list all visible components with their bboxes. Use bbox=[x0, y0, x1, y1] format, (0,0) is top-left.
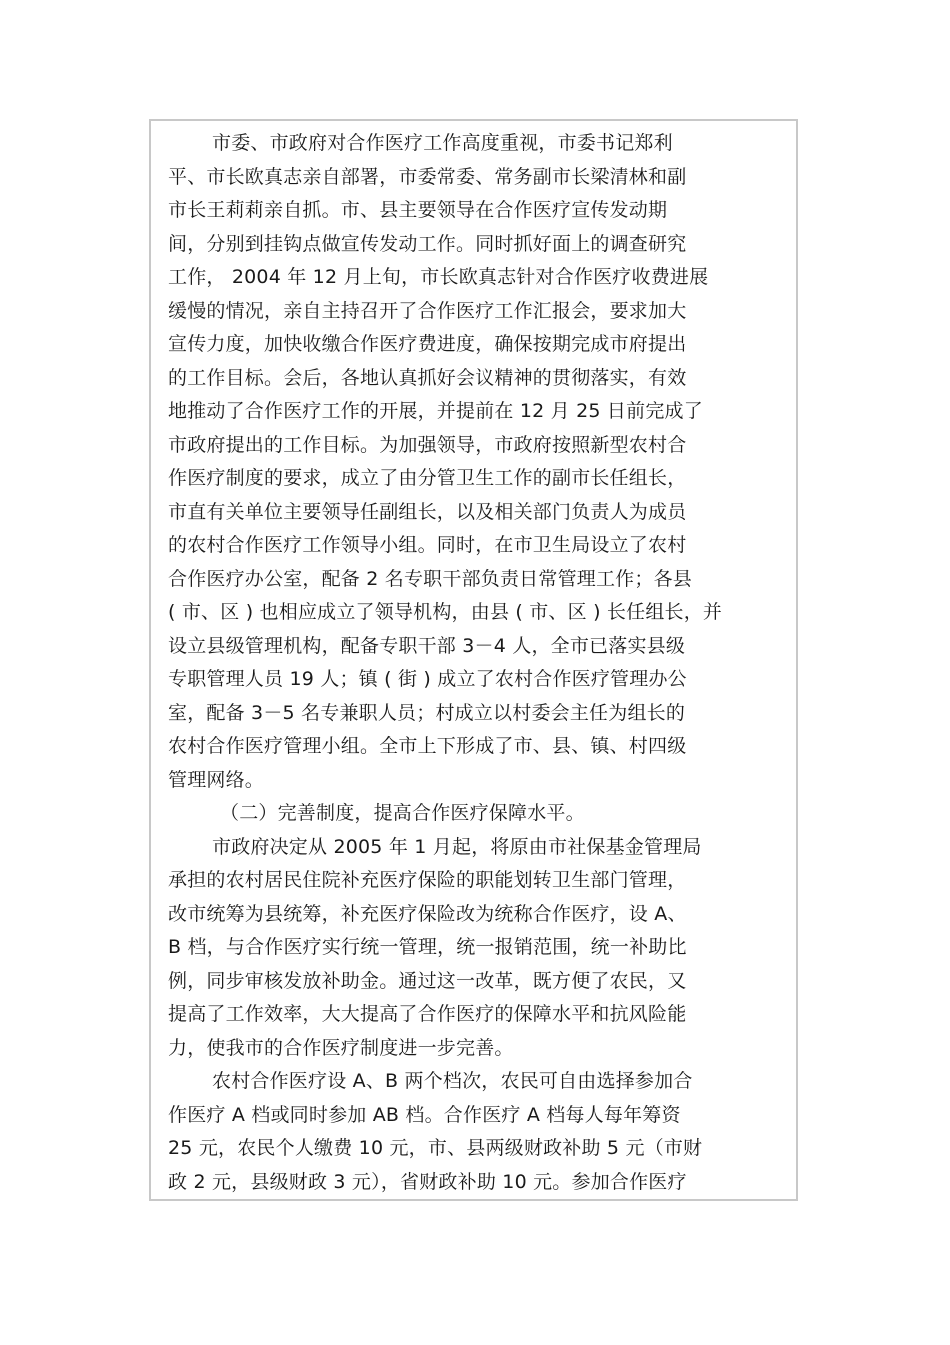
text-line: 间，分别到挂钩点做宣传发动工作。同时抓好面上的调查研究 bbox=[168, 232, 687, 255]
text-line: 工作， 2004 年 12 月上旬，市长欧真志针对合作医疗收费进展 bbox=[168, 266, 709, 288]
text-line: 宣传力度，加快收缴合作医疗费进度，确保按期完成市府提出 bbox=[168, 333, 687, 355]
text-line: ( 市、区 ) 也相应成立了领导机构，由县 ( 市、区 ) 长任组长，并 bbox=[168, 601, 723, 623]
text-line: 室，配备 3－5 名专兼职人员；村成立以村委会主任为组长的 bbox=[168, 701, 686, 724]
text-line: 改市统筹为县统筹，补充医疗保险改为统称合作医疗，设 A、 bbox=[168, 902, 687, 925]
document-frame bbox=[149, 119, 798, 1201]
section-heading: （二）完善制度，提高合作医疗保障水平。 bbox=[220, 802, 585, 824]
text-line: 提高了工作效率，大大提高了合作医疗的保障水平和抗风险能 bbox=[168, 1003, 687, 1025]
text-line: 缓慢的情况，亲自主持召开了合作医疗工作汇报会，要求加大 bbox=[168, 299, 687, 322]
text-line: 专职管理人员 19 人；镇 ( 街 ) 成立了农村合作医疗管理办公 bbox=[168, 668, 687, 690]
text-line: 合作医疗办公室，配备 2 名专职干部负责日常管理工作；各县 bbox=[168, 567, 692, 590]
text-line: 作医疗制度的要求，成立了由分管卫生工作的副市长任组长， bbox=[168, 467, 687, 489]
text-line: 例，同步审核发放补助金。通过这一改革，既方便了农民，又 bbox=[168, 969, 687, 992]
text-line: 管理网络。 bbox=[168, 768, 265, 791]
text-line: B 档，与合作医疗实行统一管理，统一报销范围，统一补助比 bbox=[168, 936, 687, 958]
text-line: 农村合作医疗设 A、B 两个档次，农民可自由选择参加合 bbox=[212, 1070, 693, 1092]
text-line: 市委、市政府对合作医疗工作高度重视，市委书记郑利 bbox=[212, 132, 673, 154]
text-line: 的农村合作医疗工作领导小组。同时，在市卫生局设立了农村 bbox=[168, 534, 687, 556]
text-line: 力，使我市的合作医疗制度进一步完善。 bbox=[168, 1036, 514, 1059]
text-line: 政 2 元，县级财政 3 元），省财政补助 10 元。参加合作医疗 bbox=[168, 1170, 687, 1193]
text-line: 承担的农村居民住院补充医疗保险的职能划转卫生部门管理， bbox=[168, 869, 687, 891]
text-line: 市政府提出的工作目标。为加强领导，市政府按照新型农村合 bbox=[168, 433, 687, 456]
text-line: 作医疗 A 档或同时参加 AB 档。合作医疗 A 档每人每年筹资 bbox=[168, 1103, 681, 1126]
text-line: 平、市长欧真志亲自部署，市委常委、常务副市长梁清林和副 bbox=[168, 165, 687, 188]
text-line: 设立县级管理机构，配备专职干部 3－4 人，全市已落实县级 bbox=[168, 634, 686, 657]
text-line: 地推动了合作医疗工作的开展，并提前在 12 月 25 日前完成了 bbox=[168, 400, 703, 422]
text-line: 市政府决定从 2005 年 1 月起，将原由市社保基金管理局 bbox=[212, 835, 702, 858]
document-body bbox=[168, 127, 788, 1199]
text-line: 市长王莉莉亲自抓。市、县主要领导在合作医疗宣传发动期 bbox=[168, 199, 668, 221]
text-line: 25 元，农民个人缴费 10 元，市、县两级财政补助 5 元（市财 bbox=[168, 1137, 703, 1159]
text-line: 市直有关单位主要领导任副组长，以及相关部门负责人为成员 bbox=[168, 500, 687, 523]
text-line: 农村合作医疗管理小组。全市上下形成了市、县、镇、村四级 bbox=[168, 735, 687, 757]
text-line: 的工作目标。会后，各地认真抓好会议精神的贯彻落实，有效 bbox=[168, 366, 687, 389]
